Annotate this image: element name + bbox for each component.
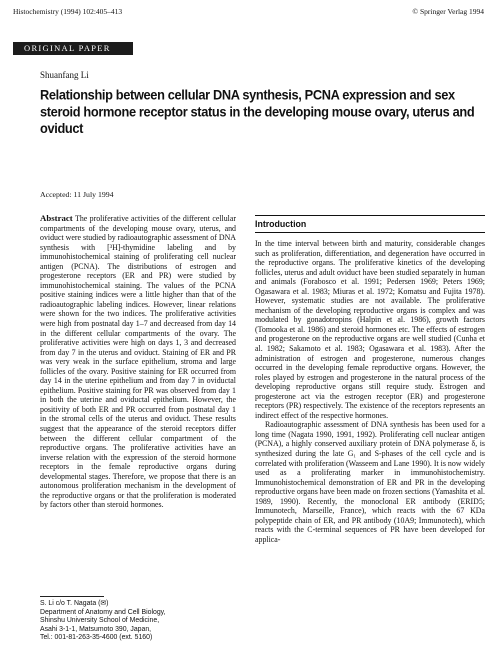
abstract-text: The proliferative activities of the different cellular compartments of the developing mouse ovary, uterus, and oviduct were studied by radioautographic assessment of DNA synthesis with [³H]-thymidine labeling and by immunohistochemical staining of proliferating cell nuclear antigen (PCNA). The distributions of estrogen and progesterone receptors (ER and PR) were studied by immunohistochemical staining. The values of the PCNA positive staining indices were a little higher than that of the radioautographic labeling indices. However, linear relations were shown for the two indices. The proliferative activities were high from postnatal day 1–7 and decreased from day 14 in the different cellular compartments of the ovary. The proliferative activities were high on days 1, 3 and decreased from day 7 in the uterus and oviduct. Staining of ER and PR was very weak in the surface epithelium, stroma and large follicles of the ovary. Positive staining for ER occurred from day 14 in the uterine epithelium and from day 7 in oviductal epithelium. Positive staining for PR was observed from day 1 in both the uterine and oviductal epithelium. However, the positivity of both ER and PR occurred from postnatal day 1 in the stromal cells of the uterus and oviduct. These results suggest that the appearance of the steroid receptors differ between the different cellular compartment of the reproductive organs. The proliferative activities have an inverse relation with the expression of the steroid hormone receptors in the female reproductive organs during developmental stages. Therefore, we propose that there is an autonomous proliferation mechanism in the development of the reproductive organs or that the proliferation is moderated by factors other than steroid hormones. — [40, 214, 236, 510]
section-rule-bottom — [255, 232, 485, 233]
footnote-line: Department of Anatomy and Cell Biology, — [40, 608, 166, 616]
footnote-line: S. Li c/o T. Nagata (✉) — [40, 600, 109, 607]
paper-title: Relationship between cellular DNA synthesis, PCNA expression and sex steroid hormone receptor status in the developing mouse ovary, uterus and oviduct — [40, 87, 475, 137]
article-type-banner: ORIGINAL PAPER — [13, 42, 133, 55]
introduction-heading: Introduction — [255, 219, 307, 229]
footnote-divider — [40, 596, 104, 597]
author-name: Shuanfang Li — [40, 70, 89, 80]
footnote-line: Shinshu University School of Medicine, — [40, 617, 160, 624]
journal-citation: Histochemistry (1994) 102:405–413 — [13, 7, 123, 16]
copyright-notice: © Springer Verlag 1994 — [412, 7, 484, 16]
section-rule-top — [255, 215, 485, 216]
footnote-line: Tel.: 001-81-263-35-4600 (ext. 5160) — [40, 634, 153, 641]
introduction-paragraph-1: In the time interval between birth and maturity, considerable changes such as proliferation, differentiation, and degeneration have occurred in the reproductive organs. The proliferative kinetics of the developing follicles, uterus and adult oviduct have been studied separately in human and animals (Forabosco et al. 1991; Pedersen 1969; Peters 1969; Ogasawara et al. 1983; Miuras et al. 1972; Komatsu and Fujita 1978). However, systematic studies are not available. The proliferative mechanism of the developing reproductive organs is complex and was modulated by gonadotropins (Halpin et al. 1986), growth factors (Tomooka et al. 1986) and steroid hormones etc. The effects of estrogen and progesterone on the reproductive organs are well studied (Cunha et al. 1982; Sakamoto et al. 1983; Ogasawara et al. 1983). After the administration of estrogen and progesterone, numerous changes occurred in the developing female reproductive organs. However, the roles played by estrogen and progesterone in the natural process of the developing reproductive organs still require study. Estrogen and progesterone act via the estrogen receptor (ER) and progesterone receptors (PR) respectively. The existence of the receptors represents an indirect effect of the respective hormones. — [255, 239, 485, 420]
accepted-date: Accepted: 11 July 1994 — [40, 190, 114, 199]
author-footnote — [40, 600, 240, 643]
abstract-label: Abstract — [40, 213, 73, 223]
introduction-column — [255, 215, 485, 545]
footnote-line: Asahi 3-1-1, Matsumoto 390, Japan, — [40, 625, 152, 633]
introduction-paragraph-2: Radioautographic assessment of DNA synthesis has been used for a long time (Nagata 1990, 1991, 1992). Proliferating cell nuclear antigen (PCNA), a highly conserved auxiliary protein of DNA polymerase δ, is synthesized during the late G₁ and S-phases of the cell cycle and is correlated with proliferation (Wasseem and Lane 1990). It is now widely used as a proliferating marker in immunohistochemistry. Immunohistochemical demonstration of ER and PR in the developing reproductive organs have been made on frozen sections (Yamashita et al. 1989, 1990). Recently, the monoclonal ER antibody (ERID5; Immunotech, Marseille, France), which reacts with the 67 KDa polypeptide chain of ER, and PR antibody (10A9; Immunotech), which reacts with the C-terminal sequences of PR have been developed for applica- — [255, 420, 485, 544]
abstract-column — [40, 214, 236, 510]
